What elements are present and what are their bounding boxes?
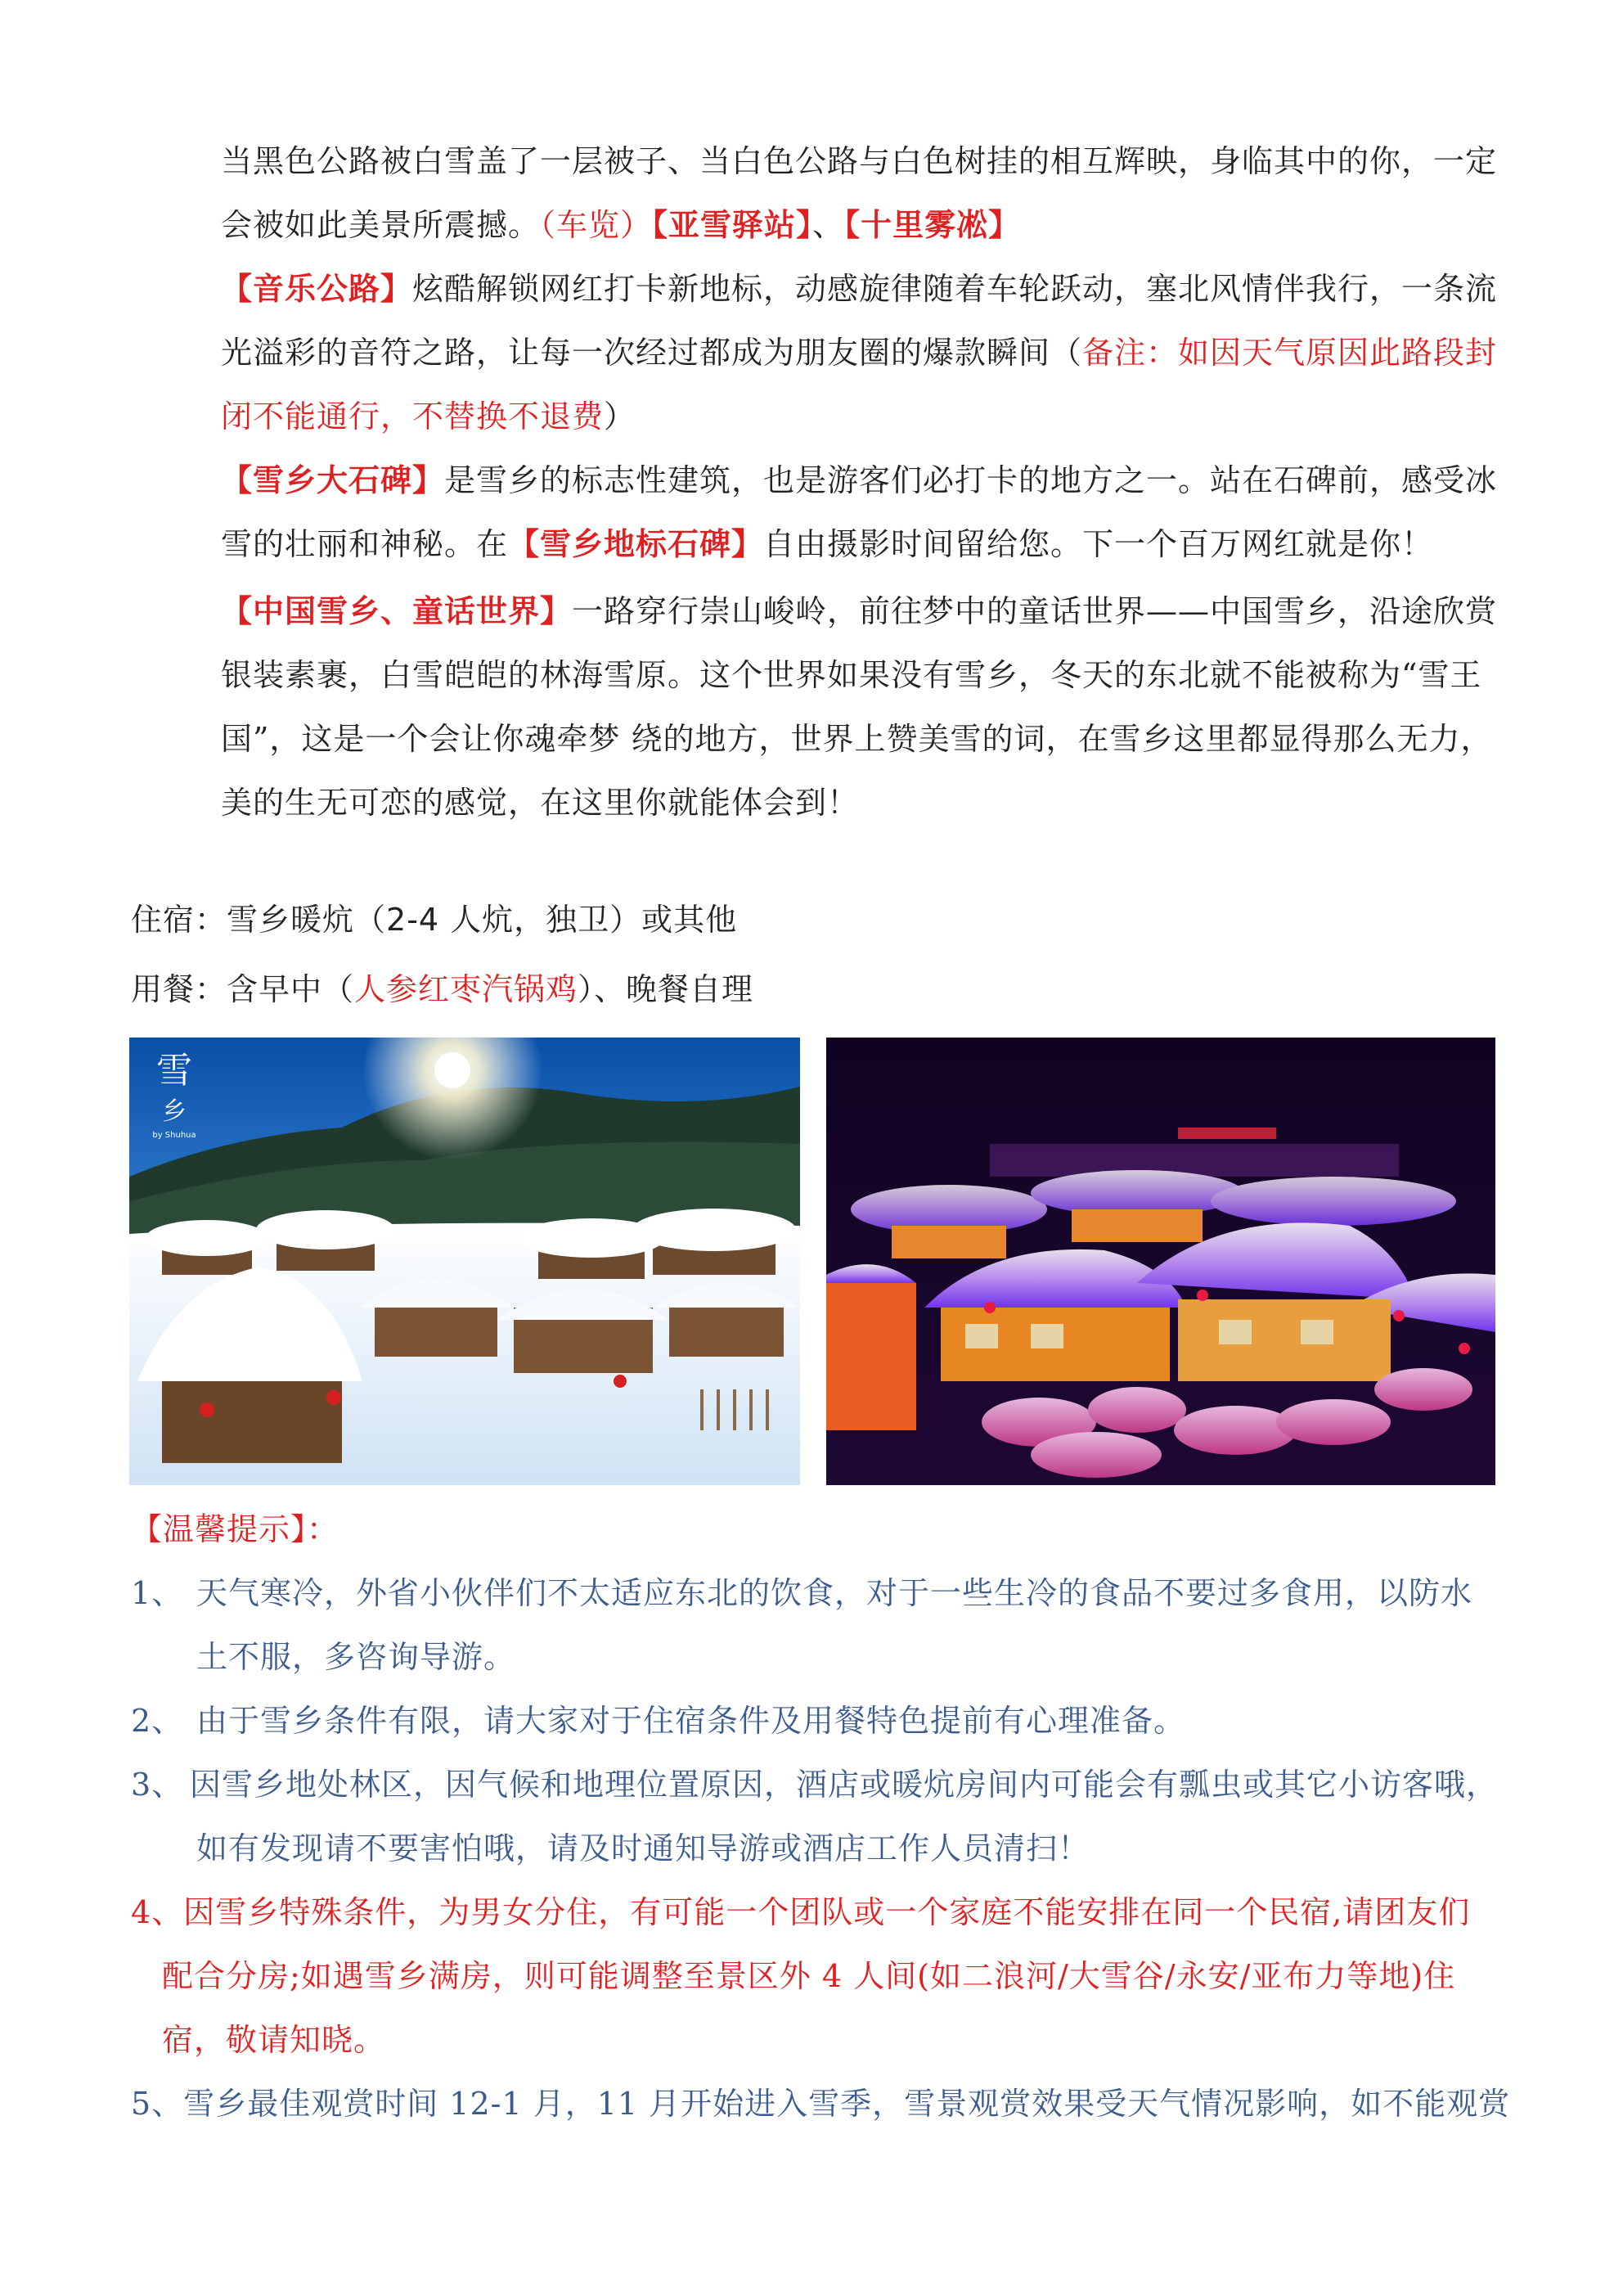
logo-char-1: 雪: [156, 1050, 192, 1092]
separator: 、: [812, 207, 845, 243]
paragraph-fairy-world: [221, 579, 1513, 835]
tip-item-4-line1: 因雪乡特殊条件，为男女分住，有可能一个团队或一个家庭不能安排在同一个民宿,请团友们: [183, 1894, 1471, 1930]
tips-title-colon: ：: [307, 1511, 339, 1547]
meals-rest: ）、晚餐自理: [578, 971, 754, 1007]
paragraph-text: 是雪乡的标志性建筑，也是游客们必打卡的地方之一。站在石碑前，感受冰雪的壮丽和神秘。在: [221, 462, 1498, 562]
tip-item-1: [131, 1561, 183, 1625]
note-road-closure: 备注：如因天气原因此路段封闭不能通行，不替换不退费: [221, 335, 1498, 434]
meals-label: 用餐：含早中（: [131, 971, 355, 1007]
meals-line: [131, 957, 753, 1021]
tips-title-text: 【温馨提示】: [131, 1511, 308, 1547]
tip-number: 5、: [131, 2086, 184, 2122]
tip-item-4-line2: 配合分房;如遇雪乡满房，则可能调整至景区外 4 人间(如二浪河/大雪谷/永安/亚布力等地)住: [162, 1958, 1456, 1994]
snow-village-day-photo: [129, 1038, 800, 1485]
tip-number: 1、: [131, 1575, 184, 1611]
paragraph-music-road: [221, 257, 1513, 448]
lodging-line: [131, 888, 737, 952]
tip-item-5: [131, 2072, 1510, 2136]
tip-item-3: [131, 1753, 183, 1817]
tag-yaxue-station: 【亚雪驿站】: [652, 206, 813, 243]
tag-music-road: 【音乐公路】: [221, 270, 413, 307]
tip-number: 4、: [131, 1894, 184, 1930]
paragraph-text: 一路穿行崇山峻岭，前往梦中的童话世界——中国雪乡，沿途欣赏银装素裹，白雪皑皑的林海雪原。这个世界如果没有雪乡，冬天的东北就不能被称为“雪王国”，这是一个会让你魂牵梦 绕的地方，世界上赞美雪的词，在雪乡这里都显得那么无力，美的生无可恋的感觉，在这里你就能体会到！: [221, 593, 1498, 821]
tip-item-4-line3: 宿，敬请知晓。: [162, 2022, 386, 2058]
tip-item-3-line2: 如有发现请不要害怕哦，请及时通知导游或酒店工作人员清扫！: [196, 1830, 1090, 1866]
snow-village-night-photo: [826, 1038, 1495, 1485]
tip-number: 3、: [131, 1767, 184, 1803]
note-car-view: （车览）: [540, 207, 653, 243]
tip-item-1-line1: 天气寒冷，外省小伙伴们不太适应东北的饮食，对于一些生冷的食品不要过多食用，以防水: [196, 1575, 1473, 1611]
tip-item-5-line1: 雪乡最佳观赏时间 12-1 月，11 月开始进入雪季，雪景观赏效果受天气情况影响，如不能观赏: [183, 2086, 1511, 2122]
tips-title: [131, 1497, 339, 1561]
tip-item-1-line2: 土不服，多咨询导游。: [196, 1639, 516, 1675]
close-paren: ）: [604, 398, 636, 434]
tag-rime-trees: 【十里雾凇】: [844, 206, 1021, 243]
lodging-value: 雪乡暖炕（2-4 人炕，独卫）或其他: [227, 902, 738, 938]
tip-item-2-line1: 由于雪乡条件有限，请大家对于住宿条件及用餐特色提前有心理准备。: [196, 1703, 1186, 1739]
tip-item-3-line1: 因雪乡地处林区，因气候和地理位置原因，酒店或暖炕房间内可能会有瓢虫或其它小访客哦，: [190, 1767, 1499, 1803]
tip-item-4: [131, 1880, 1470, 1944]
logo-char-2: 乡: [162, 1097, 187, 1126]
meals-highlight: 人参红枣汽锅鸡: [354, 971, 578, 1007]
logo-credit: by Shuhua: [152, 1131, 196, 1140]
paragraph-text-2: 自由摄影时间留给您。下一个百万网红就是你！: [763, 526, 1434, 562]
tip-item-2: [131, 1689, 183, 1753]
paragraph-snow-road: [221, 129, 1513, 257]
tip-number: 2、: [131, 1703, 184, 1739]
paragraph-stone-monument: [221, 448, 1513, 576]
tag-landmark-stone: 【雪乡地标石碑】: [508, 525, 764, 562]
tag-fairy-world: 【中国雪乡、童话世界】: [221, 592, 573, 629]
paragraph-text: 当黑色公路被白雪盖了一层被子、当白色公路与白色树挂的相互辉映，身临其中的你，一定会被如此美景所震撼。: [221, 143, 1498, 243]
tag-stone-monument: 【雪乡大石碑】: [221, 461, 445, 498]
lodging-label: 住宿：: [131, 902, 227, 938]
paragraph-text: 炫酷解锁网红打卡新地标，动感旋律随着车轮跃动，塞北风情伴我行，一条流光溢彩的音符之路，让每一次经过都成为朋友圈的爆款瞬间（: [221, 271, 1498, 371]
